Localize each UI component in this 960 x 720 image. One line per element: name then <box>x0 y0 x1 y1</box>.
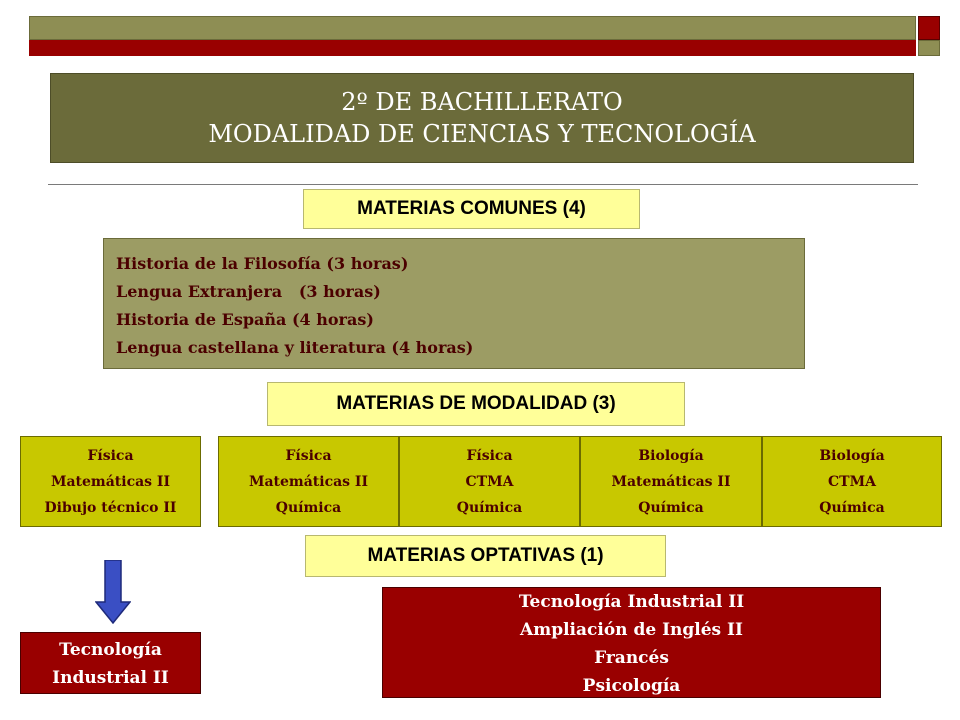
corner-square-red <box>918 16 940 40</box>
modality-subject: Física <box>466 448 513 464</box>
modality-subject: Química <box>275 500 342 516</box>
modality-subject: CTMA <box>465 474 514 490</box>
optional-subject-item: Francés <box>594 648 669 668</box>
divider <box>48 184 918 185</box>
top-bar-accent <box>29 40 916 56</box>
modality-option-5 <box>762 436 942 527</box>
subject-item: Historia de España (4 horas) <box>116 310 374 329</box>
modality-subject: Matemáticas II <box>50 474 171 490</box>
modality-subject: Biología <box>819 448 885 464</box>
optional-subject-item: Tecnología Industrial II <box>518 592 745 612</box>
modality-subject: Química <box>456 500 523 516</box>
modality-subject: Biología <box>638 448 704 464</box>
subject-item: Historia de la Filosofía (3 horas) <box>116 254 409 273</box>
modality-option-4 <box>580 436 762 527</box>
optional-subject-line: Tecnología <box>59 640 162 660</box>
modality-subject: Química <box>638 500 704 516</box>
optional-subject-item: Ampliación de Inglés II <box>520 620 743 640</box>
section-label-optativas: MATERIAS OPTATIVAS (1) <box>305 535 666 577</box>
modality-option-1 <box>20 436 201 527</box>
corner-square-olive <box>918 40 940 56</box>
modality-subject: Dibujo técnico II <box>44 500 177 516</box>
arrow-down-icon <box>95 560 131 624</box>
modality-subject: CTMA <box>828 474 876 490</box>
section-label-comunes: MATERIAS COMUNES (4) <box>303 189 640 229</box>
optional-subject-line: Industrial II <box>52 668 169 688</box>
slide-title <box>50 73 914 163</box>
modality-subject: Matemáticas II <box>248 474 369 490</box>
common-subjects-box <box>103 238 805 369</box>
title-line-2: MODALIDAD DE CIENCIAS Y TECNOLOGÍA <box>208 120 756 148</box>
modality-subject: Química <box>819 500 885 516</box>
modality-option-2 <box>218 436 399 527</box>
selected-optional-subject <box>20 632 201 694</box>
optional-subjects-list <box>382 587 881 698</box>
modality-subject: Física <box>87 448 134 464</box>
subject-item: Lengua castellana y literatura (4 horas) <box>116 338 474 357</box>
modality-subject: Física <box>285 448 332 464</box>
modality-subject: Matemáticas II <box>611 474 731 490</box>
subject-item: Lengua Extranjera (3 horas) <box>116 282 381 301</box>
section-label-modalidad: MATERIAS DE MODALIDAD (3) <box>267 382 685 426</box>
optional-subject-item: Psicología <box>582 676 681 696</box>
modality-option-3 <box>399 436 580 527</box>
title-line-1: 2º DE BACHILLERATO <box>341 88 623 116</box>
top-bar <box>29 16 916 40</box>
